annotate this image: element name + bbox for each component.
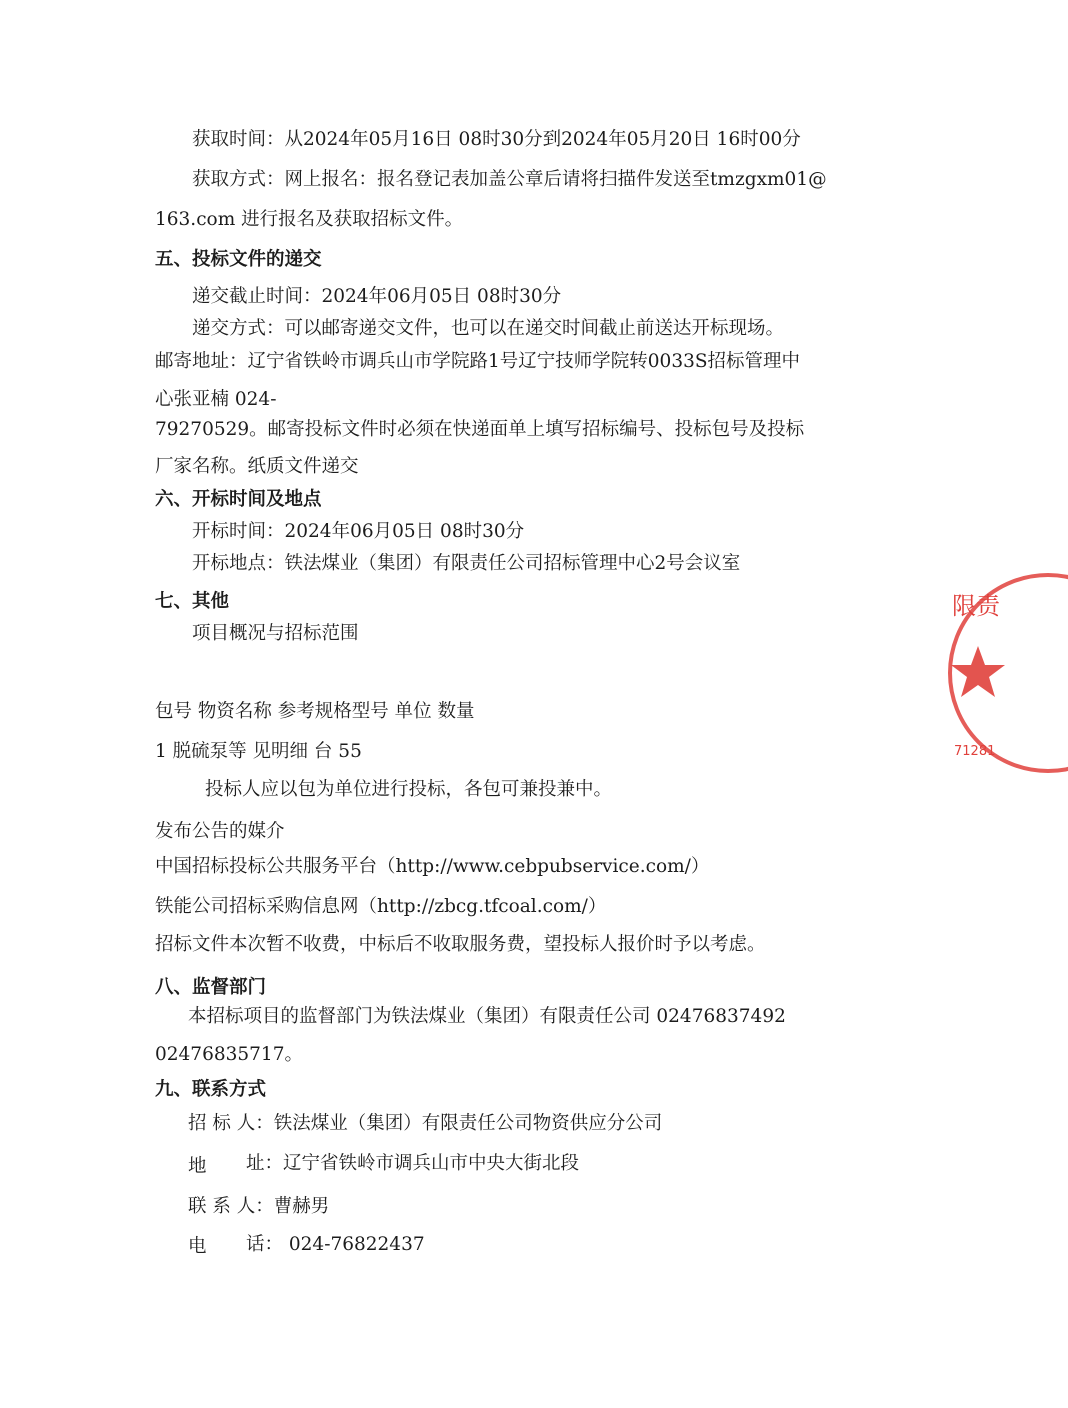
obtain-method-line-2: 163.com 进行报名及获取招标文件。 [155, 209, 464, 230]
table-header: 包号 物资名称 参考规格型号 单位 数量 [155, 701, 475, 722]
seal-text-bottom: 71281 [954, 744, 996, 759]
mail-address-line-1: 邮寄地址：辽宁省铁岭市调兵山市学院路1号辽宁技师学院转0033S招标管理中 [155, 351, 801, 372]
media-title: 发布公告的媒介 [155, 821, 285, 842]
section-5-title: 五、投标文件的递交 [155, 249, 322, 270]
phone-label: 电 [188, 1236, 207, 1257]
section-7-title: 七、其他 [155, 591, 230, 612]
opening-time: 开标时间：2024年06月05日 08时30分 [192, 521, 525, 542]
address: 址：辽宁省铁岭市调兵山市中央大街北段 [246, 1153, 580, 1174]
media-link-1[interactable]: 中国招标投标公共服务平台（http://www.cebpubservice.com/） [155, 856, 710, 877]
mail-address-line-3: 79270529。邮寄投标文件时必须在快递面单上填写招标编号、投标包号及投标 [155, 419, 805, 440]
phone: 话： 024-76822437 [246, 1234, 425, 1255]
fee-note: 招标文件本次暂不收费，中标后不收取服务费，望投标人报价时予以考虑。 [155, 934, 766, 955]
supervision-line-2: 02476835717。 [155, 1044, 303, 1065]
section-6-title: 六、开标时间及地点 [155, 489, 322, 510]
submission-deadline: 递交截止时间：2024年06月05日 08时30分 [192, 286, 562, 307]
company-seal [948, 568, 1068, 778]
project-overview: 项目概况与招标范围 [192, 623, 359, 644]
section-9-title: 九、联系方式 [155, 1079, 267, 1100]
table-row: 1 脱硫泵等 见明细 台 55 [155, 741, 362, 762]
obtain-method-line-1: 获取方式：网上报名：报名登记表加盖公章后请将扫描件发送至tmzgxm01@ [192, 169, 827, 190]
address-label: 地 [188, 1156, 207, 1177]
section-8-title: 八、监督部门 [155, 977, 267, 998]
bidding-note: 投标人应以包为单位进行投标，各包可兼投兼中。 [205, 779, 613, 800]
obtain-time: 获取时间：从2024年05月16日 08时30分到2024年05月20日 16时00分 [192, 129, 801, 150]
seal-text-top: 限责 [952, 592, 1000, 620]
mail-address-line-4: 厂家名称。纸质文件递交 [155, 456, 359, 477]
mail-address-line-2: 心张亚楠 024- [155, 389, 277, 410]
submission-method: 递交方式：可以邮寄递交文件，也可以在递交时间截止前送达开标现场。 [192, 318, 785, 339]
tenderer: 招 标 人：铁法煤业（集团）有限责任公司物资供应分公司 [188, 1113, 663, 1134]
contact-person: 联 系 人：曹赫男 [188, 1196, 330, 1217]
media-link-2[interactable]: 铁能公司招标采购信息网（http://zbcg.tfcoal.com/） [155, 896, 607, 917]
opening-place: 开标地点：铁法煤业（集团）有限责任公司招标管理中心2号会议室 [192, 553, 741, 574]
supervision-line-1: 本招标项目的监督部门为铁法煤业（集团）有限责任公司 02476837492 [188, 1006, 786, 1027]
